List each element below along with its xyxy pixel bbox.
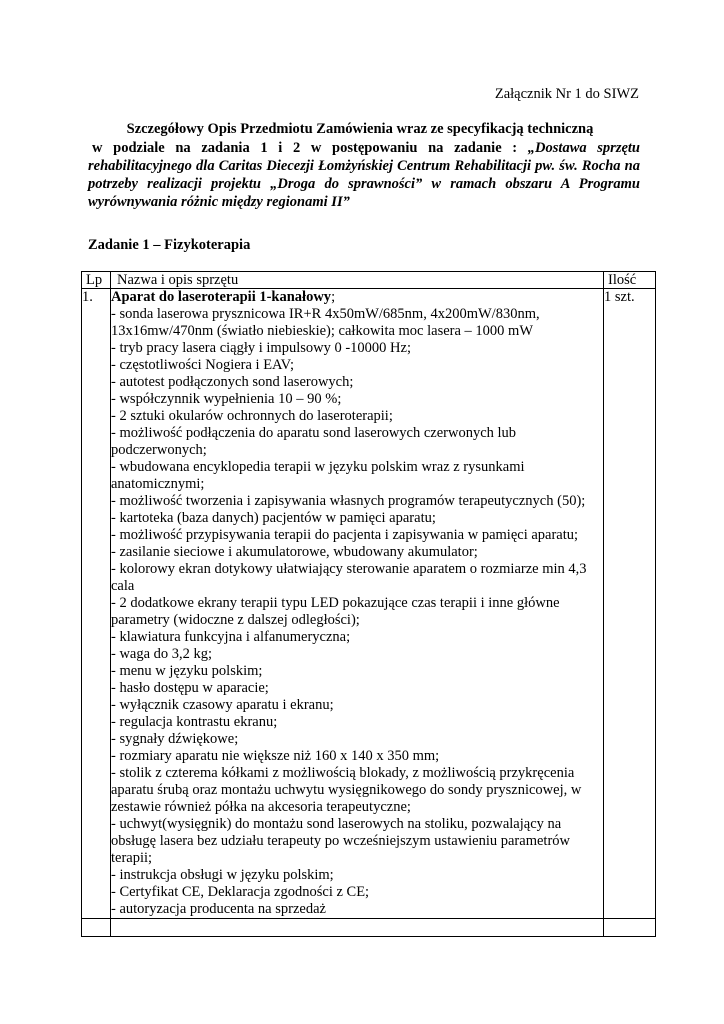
document-title: Szczegółowy Opis Przedmiotu Zamówienia wraz ze specyfikacją techniczną	[126, 121, 594, 137]
item-title: Aparat do laseroterapii 1-kanałowy	[111, 289, 332, 305]
intro-line-4	[88, 193, 640, 211]
empty-cell	[82, 919, 111, 937]
table-row	[82, 289, 656, 919]
table-header-row	[82, 272, 656, 289]
feature-item: - możliwość przypisywania terapii do pacjenta i zapisywania w pamięci aparatu;	[111, 527, 579, 543]
feature-item: - sonda laserowa prysznicowa IR+R 4x50mW/685nm, 4x200mW/830nm, 13x16mw/470nm (światło niebieskie); całkowita moc lasera – 1000 mW	[111, 306, 540, 339]
attachment-label: Załącznik Nr 1 do SIWZ	[494, 86, 639, 102]
feature-item: - wbudowana encyklopedia terapii w języku polskim wraz z rysunkami anatomicznymi;	[111, 459, 525, 492]
intro-line-1-text: w podziale na zadania 1 i 2 w postępowaniu na zadanie :	[92, 140, 518, 156]
specification-table	[81, 271, 656, 937]
feature-item: - autotest podłączonych sond laserowych;	[111, 374, 354, 390]
feature-item: - stolik z czterema kółkami z możliwością blokady, z możliwością przykręcenia aparatu śrubą oraz montażu uchwytu wysięgnikowego do sondy prysznicowej, w zestawie również półka na akcesoria terapeutyczne;	[111, 765, 582, 815]
feature-item: - rozmiary aparatu nie większe niż 160 x 140 x 350 mm;	[111, 748, 440, 764]
feature-item: - zasilanie sieciowe i akumulatorowe, wbudowany akumulator;	[111, 544, 478, 560]
section-heading: Zadanie 1 – Fizykoterapia	[88, 237, 251, 253]
item-title-suffix: ;	[331, 289, 336, 305]
feature-item: - instrukcja obsługi w języku polskim;	[111, 867, 334, 883]
empty-cell	[604, 919, 656, 937]
feature-item: - autoryzacja producenta na sprzedaż	[111, 901, 326, 917]
intro-line-1	[92, 139, 640, 157]
feature-item: - klawiatura funkcyjna i alfanumeryczna;	[111, 629, 351, 645]
column-header-qty: Ilość	[604, 272, 656, 289]
item-title-line	[111, 289, 603, 306]
feature-item: - kolorowy ekran dotykowy ułatwiający sterowanie aparatem o rozmiarze min 4,3 cala	[111, 561, 587, 594]
feature-item: - 2 sztuki okularów ochronnych do laseroterapii;	[111, 408, 393, 424]
feature-item: - możliwość tworzenia i zapisywania własnych programów terapeutycznych (50);	[111, 493, 586, 509]
intro-paragraph	[88, 139, 640, 211]
feature-list	[111, 306, 603, 918]
intro-line-3-b: „Droga do sprawności”	[270, 176, 423, 192]
column-header-name: Nazwa i opis sprzętu	[111, 272, 604, 289]
feature-item: - 2 dodatkowe ekrany terapii typu LED pokazujące czas terapii i inne główne parametry (widoczne z dalszej odległości);	[111, 595, 560, 628]
intro-line-4-text: wyrównywania różnic między regionami II”	[88, 194, 350, 210]
feature-item: - tryb pracy lasera ciągły i impulsowy 0 -10000 Hz;	[111, 340, 411, 356]
table-row-empty	[82, 919, 656, 937]
feature-item: - możliwość podłączenia do aparatu sond laserowych czerwonych lub podczerwonych;	[111, 425, 517, 458]
empty-cell	[111, 919, 604, 937]
feature-item: - Certyfikat CE, Deklaracja zgodności z CE;	[111, 884, 370, 900]
feature-item: - uchwyt(wysięgnik) do montażu sond laserowych na stoliku, pozwalający na obsługę lasera bez udziału terapeuty po wcześniejszym ustawieniu parametrów terapii;	[111, 816, 570, 866]
item-description	[111, 289, 604, 919]
feature-item: - regulacja kontrastu ekranu;	[111, 714, 278, 730]
intro-line-3-a: potrzeby realizacji projektu	[88, 176, 261, 192]
intro-line-2	[88, 157, 640, 175]
feature-item: - kartoteka (baza danych) pacjentów w pamięci aparatu;	[111, 510, 436, 526]
intro-line-2-text: rehabilitacyjnego dla Caritas Diecezji Łomżyńskiej Centrum Rehabilitacji pw. św. Rocha na	[88, 158, 640, 174]
feature-item: - częstotliwości Nogiera i EAV;	[111, 357, 295, 373]
item-quantity: 1 szt.	[604, 289, 656, 919]
column-header-lp: Lp	[82, 272, 111, 289]
feature-item: - menu w języku polskim;	[111, 663, 263, 679]
feature-item: - waga do 3,2 kg;	[111, 646, 213, 662]
feature-item: - hasło dostępu w aparacie;	[111, 680, 269, 696]
feature-item: - współczynnik wypełnienia 10 – 90 %;	[111, 391, 342, 407]
intro-line-3	[88, 175, 640, 193]
feature-item: - sygnały dźwiękowe;	[111, 731, 239, 747]
feature-item: - wyłącznik czasowy aparatu i ekranu;	[111, 697, 334, 713]
intro-line-3-c: w ramach obszaru A Programu	[431, 176, 640, 192]
intro-line-1-italic: „Dostawa sprzętu	[527, 140, 640, 156]
row-number: 1.	[82, 289, 111, 919]
